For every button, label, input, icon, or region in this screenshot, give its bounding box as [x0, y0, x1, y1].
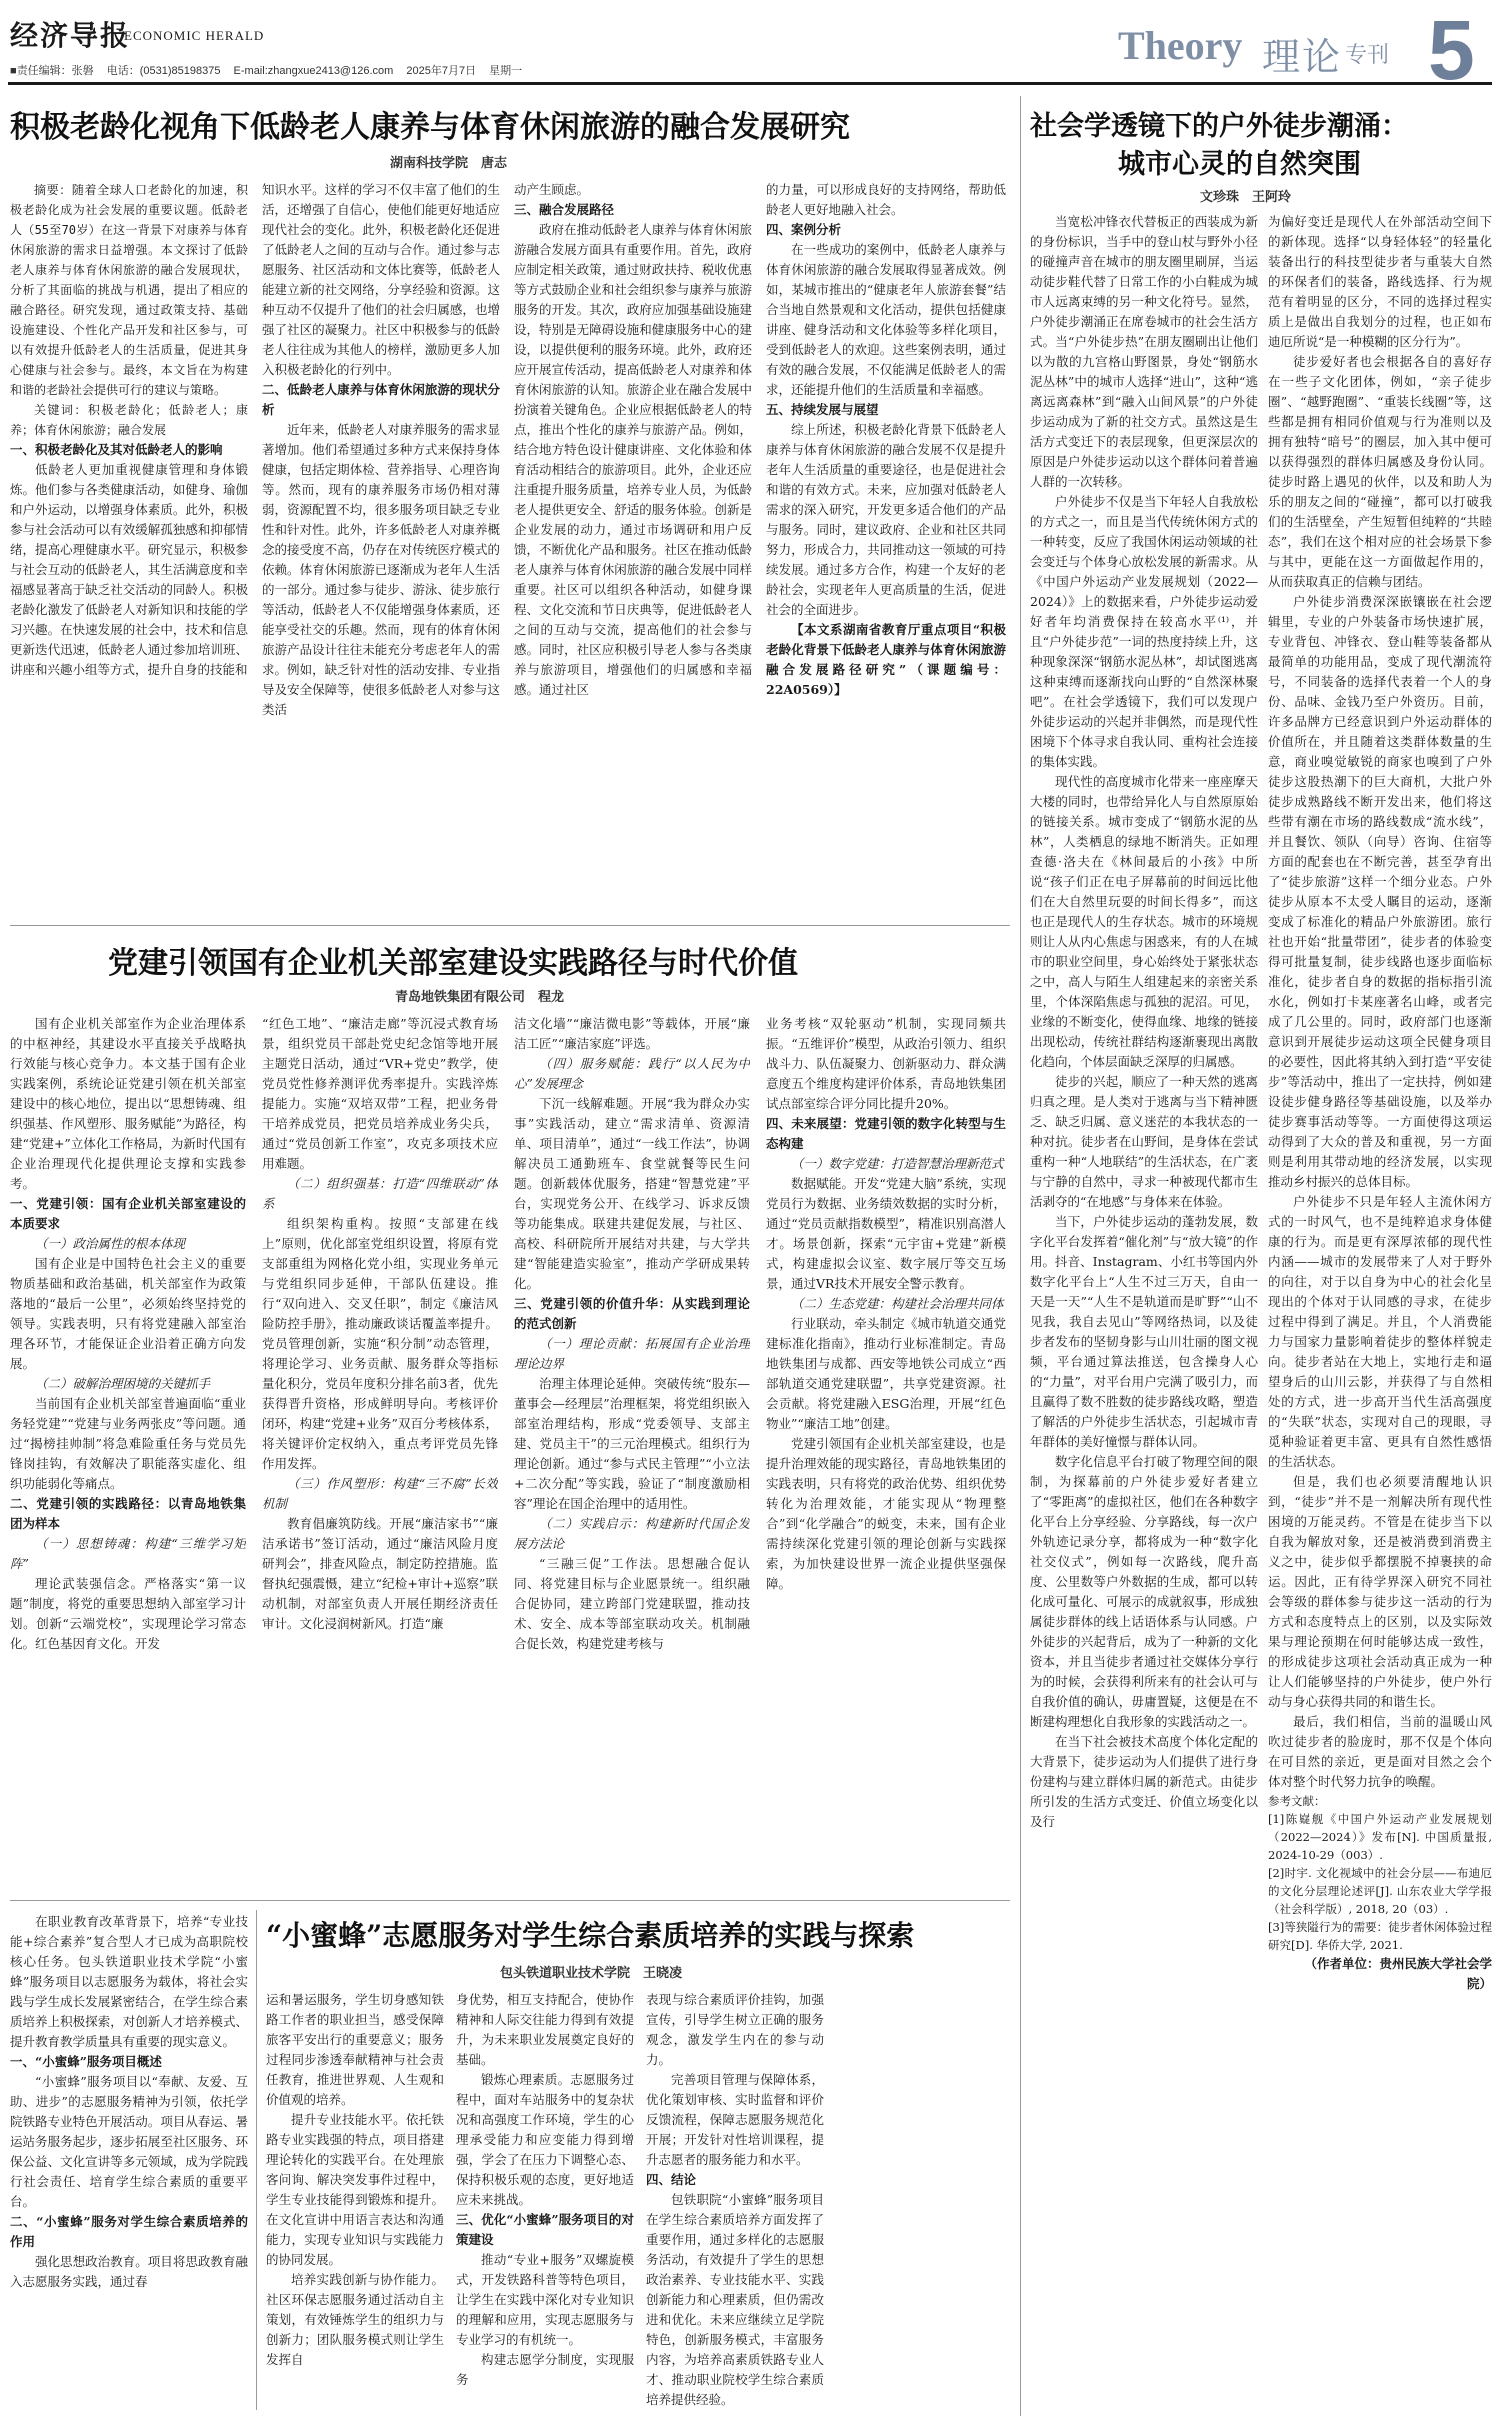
body-paragraph: “三融三促”工作法。思想融合促认同、将党建目标与企业愿景统一。组织融合促协同，建立跨部门党建联盟，推动技术、安全、成本等部室联动攻关。机制融合促长效，构建党建考核与 [514, 1556, 750, 1651]
body-paragraph: 治理主体理论延伸。突破传统“股东—董事会—经理层”治理框架，将党组织嵌入部室治理结构，形成“党委领导、支部主建、党员主干”的三元治理模式。组织行为理论创新。通过“参与式民主管理”“小立法+二次分配”等实践，验证了“制度激励相容”理论在国企治理中的适用性。 [514, 1376, 750, 1511]
info-bar [10, 62, 532, 78]
section-heading: 二、低龄老人康养与体育休闲旅游的现状分析 [262, 382, 500, 417]
masthead [0, 0, 1500, 97]
section-name-english: Theory [1118, 23, 1243, 68]
continued-paragraph: 为偏好变迁是现代人在外部活动空间下的新体现。选择“以身轻体轻”的轻量化装备出行的科技型徒步者与重装大自然的环保者们的装备，路线选择、行为规范有着明显的区分，不同的选择过程实质上是做出自我划分的过程，也正如布迪厄所说“是一种模糊的区分行为”。 [1268, 214, 1492, 349]
keywords-text: 关键词：积极老龄化；低龄老人；康养；体育休闲旅游；融合发展 [10, 403, 248, 437]
article1-column-1 [10, 180, 248, 920]
masthead-rule [8, 82, 1492, 85]
subsection-heading: （一）政治属性的根本体现 [35, 1236, 186, 1251]
article1-byline: 湖南科技学院 唐志 [390, 156, 508, 171]
article3-column-2 [262, 1014, 498, 1894]
body-paragraph: 数字化信息平台打破了物理空间的限制，为探幕前的户外徒步爱好者建立了“零距离”的虚拟社区，他们在各种数字化平台上分享经验、分享路线，每一次户外轨迹记录分享，都将成为一种“数字化社交仪式”，例如每一次路线，爬升高度、公里数等户外数据的生成，都可以转化成可量化、可展示的成就叙事，形成独属徒步群体的线上话语体系与认同感。户外徒步的兴起背后，成为了一种新的文化资本，并且当徒步者通过社交媒体分享行为的时候，会获得利所来有的社会认可与自我价值的确认，毋庸置疑，这便是在不断建构理想化自我形象的实践活动之一。 [1030, 1454, 1258, 1729]
newspaper-name: 经济导报 [10, 19, 131, 52]
article2-column-1 [1030, 212, 1258, 2412]
article4-column-0 [10, 1912, 248, 2412]
continued-paragraph: 知识水平。这样的学习不仅丰富了他们的生活，还增强了自信心，使他们能更好地适应现代社会的变化。此外，积极老龄化还促进了低龄老人之间的互动与合作。通过参与志愿服务、社区活动和文体比赛等，低龄老人能建立新的社交网络，分享经验和资源。这种互动不仅提升了他们的社会归属感，也增强了社区的凝聚力。社区中积极参与的低龄老人往往成为其他人的榜样，激励更多人加入积极老龄化的行列中。 [262, 182, 500, 377]
body-paragraph: 锻炼心理素质。志愿服务过程中，面对车站服务中的复杂状况和高强度工作环境，学生的心理承受能力和应变能力得到增强，学会了在压力下调整心态、保持积极乐观的态度，更好地适应未来挑战。 [456, 2072, 634, 2207]
section-heading: 一、积极老龄化及其对低龄老人的影响 [10, 442, 223, 457]
reference-line: 参考文献： [1268, 1794, 1326, 1808]
subsection-heading: （三）作风塑形：构建“三不腐”长效机制 [262, 1476, 498, 1511]
section-rule-1 [10, 925, 1010, 926]
subsection-heading: （二）组织强基：打造“四维联动”体系 [262, 1176, 498, 1211]
body-paragraph: 综上所述，积极老龄化背景下低龄老人康养与体育休闲旅游的融合发展不仅是提升老年人生活质量的重要途径，也是促进社会和谐的有效方式。未来，应加强对低龄老人需求的深入研究，开发更多适合他们的产品与服务。同时，建议政府、企业和社区共同努力，形成合力，共同推动这一领域的可持续发展。通过多方合作，构建一个友好的老龄社会，实现老年人更高质量的生活，促进社会的全面进步。 [766, 422, 1006, 617]
body-paragraph: 构建志愿学分制度，实现服务 [456, 2352, 634, 2387]
section-heading: 二、“小蜜蜂”服务对学生综合素质培养的作用 [10, 2214, 248, 2249]
section-heading: 五、持续发展与展望 [766, 402, 879, 417]
article3-column-3 [514, 1014, 750, 1894]
article3-title: 党建引领国有企业机关部室建设实践路径与时代价值 [108, 946, 798, 981]
body-paragraph: 徒步的兴起，顺应了一种天然的逃离归真之理。是人类对于逃离与当下精神匮乏、缺乏归属、意义迷茫的本我状态的一种对抗。徒步者在山野间，是身体在尝试重构一种“人地联结”的生活状态，在广袤与宁静的自然中，寻求一种被现代都市生活剥夺的“在地感”与身体来在体验。 [1030, 1074, 1258, 1209]
body-paragraph: 提升专业技能水平。依托铁路专业实践强的特点，项目搭建理论转化的实践平台。在处理旅客问询、解决突发事件过程中，学生专业技能得到锻炼和提升。在文化宣讲中用语言表达和沟通能力，实现专业知识与实践能力的协同发展。 [266, 2112, 444, 2267]
body-paragraph: 在职业教育改革背景下，培养“专业技能+综合素养”复合型人才已成为高职院校核心任务。包头铁道职业技术学院“小蜜蜂”服务项目以志愿服务为载体，将社会实践与学生成长发展紧密结合，在学生综合素质培养上积极探索，对创新人才培养模式、提升教育教学质量具有重要的现实意义。 [10, 1914, 248, 2049]
section-heading: 四、未来展望：党建引领的数字化转型与生态构建 [766, 1116, 1006, 1151]
body-paragraph: 国有企业机关部室作为企业治理体系的中枢神经，其建设水平直接关乎战略执行效能与核心竞争力。本文基于国有企业实践案例，系统论证党建引领在机关部室建设中的核心地位，提出以“思想铸魂、组织强基、作风塑形、服务赋能”为路径，构建“党建+”立体化工作格局，为新时代国有企业治理现代化提供理论支撑和实践参考。 [10, 1016, 246, 1191]
article1-column-4 [766, 180, 1006, 920]
reference-line: [1]陈嶷舰《中国户外运动产业发展规划（2022—2024）》发布[N]. 中国质量报, 2024-10-29（003）. [1268, 1812, 1492, 1862]
body-paragraph: 当宽松冲锋衣代替板正的西装成为新的身份标识，当手中的登山杖与野外小径的碰撞声音在城市的朋友圈里刷屏，当运动徒步鞋代替了日常工作的小白鞋成为城市人远离束缚的另一种文化符号。显然，户外徒步潮涌正在席卷城市的社会生活方式。当“户外徒步热”在朋友圈刷出让他们以为散的九宫格山野图景，身处“钢筋水泥丛林”中的城市人选择“进山”，这种“逃离远离森林”到“融入山间风景”的户外徒步运动成为了新的社交方式。虽然这是生活方式变迁下的表层现象，但更深层次的原因是户外徒步运动以这个群体问着普遍人群的一次转移。 [1030, 214, 1258, 489]
continued-paragraph: 洁文化墙”“廉洁微电影”等载体，开展“廉洁工匠”“廉洁家庭”评选。 [514, 1016, 750, 1051]
body-paragraph: 但是，我们也必须要清醒地认识到，“徒步”并不是一剂解决所有现代性困境的万能灵药。不管是在徒步当下以自我为解放对象，还是被消费到消费主义之中，徒步似乎都摆脱不掉裹挟的命运。因此，正有待学界深入研究不同社会等级的群体参与徒步这一活动的行为方式和态度特点上的区别，以及实际效果与理论预期在何时能够达成一致性，的形成徒步这项社会活动真正成为一种让人们能够坚持的户外徒步，使户外行动与身心获得共同的和谐生长。 [1268, 1474, 1492, 1709]
continued-paragraph: 动产生顾虑。 [514, 182, 590, 197]
column-divider [1020, 96, 1021, 2416]
subsection-heading: （一）数字党建：打造智慧治理新范式 [791, 1156, 1004, 1171]
body-paragraph: 国有企业是中国特色社会主义的重要物质基础和政治基础，机关部室作为政策落地的“最后一公里”，必须始终坚持党的领导。实践表明，只有将党建融入部室治理各环节，才能保证企业沿着正确方向发展。 [10, 1256, 246, 1371]
body-paragraph: 教育倡廉筑防线。开展“廉洁家书”“廉洁承诺书”签订活动，通过“廉洁风险月度研判会”，排查风险点，制定防控措施。监督执纪强震慑，建立“纪检+审计+巡察”联动机制，对部室负责人开展任期经济责任审计。文化浸润树新风。打造“廉 [262, 1516, 498, 1631]
section-heading: 二、党建引领的实践路径：以青岛地铁集团为样本 [10, 1496, 246, 1531]
subsection-heading: （二）生态党建：构建社会治理共同体 [791, 1296, 1004, 1311]
section-heading: 四、结论 [646, 2172, 697, 2187]
article4-title: “小蜜蜂”志愿服务对学生综合素质培养的实践与探索 [266, 1919, 915, 1952]
newspaper-name-english: ECONOMIC HERALD [124, 28, 265, 43]
abstract-text: 摘要：随着全球人口老龄化的加速，积极老龄化成为社会发展的重要议题。低龄老人（55至70岁）在这一背景下对康养与体育休闲旅游的需求日益增强。本文探讨了低龄老人康养与体育休闲旅游的融合发展现状，分析了其面临的挑战与机遇，提出了相应的融合路径。研究发现，通过政策支持、基础设施建设、个性化产品开发和社区参与，可以有效提升低龄老人的生活质量，促进其身心健康与社会参与。最终，本文旨在为构建和谐的老龄社会提供可行的建议与策略。 [10, 183, 248, 397]
body-paragraph: 低龄老人更加重视健康管理和身体锻炼。他们参与各类健康活动，如健身、瑜伽和户外运动，以增强身体素质。此外，积极参与社会活动可以有效缓解孤独感和抑郁情绪，提高心理健康水平。研究显示，积极参与社会互动的低龄老人，其生活满意度和幸福感显著高于缺乏社交活动的同龄人。积极老龄化激发了低龄老人对新知识和技能的学习兴趣。在快速发展的社会中，技术和信息更新迭代迅速，低龄老人通过参加培训班、讲座和兴趣小组等方式，提升自身的技能和 [10, 462, 248, 677]
date-text: 2025年7月7日 [406, 65, 477, 77]
body-paragraph: 行业联动，牵头制定《城市轨道交通党建标准化指南》，推动行业标准制定。青岛地铁集团与成都、西安等地铁公司成立“西部轨道交通党建联盟”，共享党建资源。社会贡献。将党建融入ESG治理，开展“红色物业”“廉洁工地”创建。 [766, 1316, 1006, 1431]
article4-column-2 [456, 1990, 634, 2410]
section-heading: 一、党建引领：国有企业机关部室建设的本质要求 [10, 1196, 246, 1231]
article2-column-2 [1268, 212, 1492, 2412]
article2-byline: 文珍珠 王阿玲 [1200, 190, 1292, 205]
article1-title: 积极老龄化视角下低龄老人康养与体育休闲旅游的融合发展研究 [10, 110, 850, 145]
article4-column-1 [266, 1990, 444, 2410]
body-paragraph: “小蜜蜂”服务项目以“奉献、友爱、互助、进步”的志愿服务精神为引领，依托学院铁路专业特色开展活动。项目从春运、暑运站务服务起步，逐步拓展至社区服务、环保公益、文化宣讲等多元领域，成为学院践行社会责任、培育学生综合素质的重要平台。 [10, 2074, 248, 2209]
continued-paragraph: 运和暑运服务，学生切身感知铁路工作者的职业担当，感受保障旅客平安出行的重要意义；服务过程同步渗透奉献精神与社会责任教育，推进世界观、人生观和价值观的培养。 [266, 1992, 444, 2107]
body-paragraph: 户外徒步消费深深嵌镶嵌在社会逻辑里，专业的户外装备市场快速扩展，专业背包、冲锋衣、登山鞋等装备都从最简单的功能用品，变成了现代潮流符号，不同装备的选择代表着一个人的身份、品味、金钱乃至户外资历。目前，许多品牌方已经意识到户外运动群体的价值所在，并且随着这类群体数量的生意，商业嗅觉敏锐的商家也嗅到了户外徒步这股热潮下的巨大商机，大批户外徒步成熟路线不断开发出来，他们将这些带有潮在市场的路线数成“流水线”，并且餐饮、领队（向导）咨询、住宿等方面的配套也在不断完善，甚至孕育出了“徒步旅游”这样一个细分业态。户外徒步从原本不太受人瞩目的运动，逐渐变成了标准化的精品户外旅游团。旅行社也开始“批量带团”，徒步者的体验变得可批量复制，徒步线路也逐步面临标准化，徒步者自身的数据的指标指引流水化，例如打卡某座著名山峰，或者完成了几公里的。同时，政府部门也逐渐意识到开展徒步运动这项全民健身项目的必要性，因此将其纳入到打造“平安徒步”等活动中，推出了一定扶持，例如建设徒步健身路径等基础设施，以及举办徒步赛事活动等等。一方面使得这项运动得到了大众的普及和重视，另一方面则是利用其带动地的经济发展，以实现推动乡村振兴的总体目标。 [1268, 594, 1492, 1189]
funding-note: 【本文系湖南省教育厅重点项目“积极老龄化背景下低龄老人康养与体育休闲旅游融合发展路径研究”（课题编号：22A0569）】 [766, 622, 1006, 697]
article2-title-line2: 城市心灵的自然突围 [1118, 149, 1361, 180]
body-paragraph: 最后，我们相信，当前的温暖山风吹过徒步者的脸庞时，那不仅是个体向在可目然的亲近，更是面对目然之会个体对整个时代努力抗争的唤醒。 [1268, 1714, 1492, 1789]
article1-column-3 [514, 180, 752, 920]
email-text: E-mail:zhangxue2413@126.com [233, 65, 394, 77]
weekday-text: 星期一 [489, 65, 523, 77]
page-number: 5 [1428, 3, 1475, 97]
body-paragraph: 政府在推动低龄老人康养与体育休闲旅游融合发展方面具有重要作用。首先，政府应制定相关政策，通过财政扶持、税收优惠等方式鼓励企业和社会组织参与康养与旅游服务的开发。其次，政府应加强基础设施建设，特别是无障碍设施和健康服务中心的建设，以提供便利的服务环境。此外，政府还应开展宣传活动，提高低龄老人对康养和体育休闲旅游的认知。旅游企业在融合发展中扮演着关键角色。企业应根据低龄老人的特点，推出个性化的康养与旅游产品。例如，结合地方特色设计健康讲座、文化体验和体育活动相结合的旅游项目。此外，企业还应注重提升服务质量，培养专业人员，为低龄老人提供更安全、舒适的服务体验。创新是企业发展的动力，通过市场调研和用户反馈，不断优化产品和服务。社区在推动低龄老人康养与体育休闲旅游的融合发展中同样重要。社区可以组织各种活动，如健身课程、文化交流和节日庆典等，促进低龄老人之间的互动与交流，提高他们的社会参与感。同时，社区应积极引导老人参与各类康养与旅游项目，增强他们的归属感和幸福感。通过社区 [514, 222, 752, 697]
article3-column-4 [766, 1014, 1006, 1894]
body-paragraph: 近年来，低龄老人对康养服务的需求显著增加。他们希望通过多种方式来保持身体健康，包括定期体检、营养指导、心理咨询等。然而，现有的康养服务市场仍相对薄弱，资源配置不均，很多服务项目缺乏专业性和针对性。此外，许多低龄老人对康养概念的接受度不高，仍存在对传统医疗模式的依赖。体育休闲旅游已逐渐成为老年人生活的一部分。通过参与徒步、游泳、徒步旅行等活动，低龄老人不仅能增强身体素质，还能享受社交的乐趣。然而，现有的体育休闲旅游产品设计往往未能充分考虑老年人的需求。例如，缺乏针对性的活动安排、专业指导及安全保障等，使很多低龄老人对参与这类活 [262, 422, 500, 717]
body-paragraph: 数据赋能。开发“党建大脑”系统，实现党员行为数据、业务绩效数据的实时分析，通过“党员贡献指数模型”，精准识别高潜人才。场景创新，探索“元宇宙+党建”新模式，构建虚拟会议室、数字展厅等交互场景，通过VR技术开展安全警示教育。 [766, 1176, 1006, 1291]
body-paragraph: 理论武装强信念。严格落实“第一议题”制度，将党的重要思想纳入部室学习计划。创新“云端党校”，实现理论学习常态化。红色基因育文化。开发 [10, 1576, 246, 1651]
body-paragraph: 户外徒步不仅是当下年轻人自我放松的方式之一，而且是当代传统休闲方式的一种转变，反应了我国休闲运动领域的社会变迁与个体身心放松发展的新需求。从《中国户外运动产业发展规划（2022—2024）》上的数据来看，户外徒步运动爱好者年均消费保持在较高水平⁽¹⁾，并且“户外徒步范”一词的热度持续上升，这种现象深深“钢筋水泥丛林”，却试图逃离这种束缚而逐渐找向山野的“自然深林聚吧”。在社会学透镜下，我们可以发现户外徒步运动的兴起并非偶然，而是现代性困境下个体寻求自我认同、重构社会连接的集体实践。 [1030, 494, 1258, 769]
article1-column-2 [262, 180, 500, 920]
body-paragraph: 推动“专业+服务”双螺旋模式，开发铁路科普等特色项目，让学生在实践中深化对专业知识的理解和应用，实现志愿服务与专业学习的有机统一。 [456, 2252, 634, 2347]
subsection-heading: （二）实践启示：构建新时代国企发展方法论 [514, 1516, 750, 1551]
body-paragraph: 完善项目管理与保障体系，优化策划审核、实时监督和评价反馈流程，保障志愿服务规范化开展；开发针对性培训课程，提升志愿者的服务能力和水平。 [646, 2072, 824, 2167]
section-name: 理论 [1262, 35, 1343, 79]
body-paragraph: 组织架构重构。按照“支部建在线上”原则，优化部室党组织设置，将原有党支部重组为网格化党小组，实现业务单元与党组织同步延伸，干部队伍建设。推行“双向进入、交叉任职”，制定《廉洁风险防控手册》，推动廉政谈话覆盖率提升。党员管理创新，实施“积分制”动态管理，将理论学习、业务贡献、服务群众等指标量化积分，党员年度积分排名前3者，优先获得晋升资格，形成鲜明导向。考核评价闭环，构建“党建+业务”双百分考核体系，将关键评价定权纳入，重点考评党员先锋作用发挥。 [262, 1216, 498, 1471]
subsection-heading: （四）服务赋能：践行“以人民为中心”发展理念 [514, 1056, 750, 1091]
body-paragraph: 当下，户外徒步运动的蓬勃发展，数字化平台发挥着“催化剂”与“放大镜”的作用。抖音、Instagram、小红书等国内外数字化平台上“人生不过三万天，自由一天是一天”“人生不是轨道而是旷野”“山不见我，我自去见山”等网络热词，以及徒步者发布的坚韧身影与山川壮丽的图文视频，平台通过算法推送，包含操身人心的“力量”，对平台用户完满了吸引力，而且赢得了数不胜数的徒步路线攻略，塑造了解活的户外徒步生活状态，引起城市青年群体的美好憧憬与群体认同。 [1030, 1214, 1258, 1449]
body-paragraph: 徒步爱好者也会根据各自的喜好存在一些子文化团体，例如，“亲子徒步圈”、“越野跑圈”、“重装长线圈”等，这些都是拥有相同价值观与行为准则以及拥有独特“暗号”的圈层，加入其中便可以获得强烈的群体归属感及身份认同。徒步时路上遇见的伙伴，以及和助人为乐的朋友之间的“碰撞”，都可以打破我们的生活壁垒，产生短暂但纯粹的“共睦态”，我们在这个相对应的社会场景下参与其中，更能在这一方面做起作用的，从而获取真正的信赖与团结。 [1268, 354, 1492, 589]
article3-byline: 青岛地铁集团有限公司 程龙 [395, 990, 565, 1005]
body-paragraph: 包铁职院“小蜜蜂”服务项目在学生综合素质培养方面发挥了重要作用，通过多样化的志愿服务活动，有效提升了学生的思想政治素养、专业技能水平、实践创新能力和心理素质，但仍需改进和优化。未来应继续立足学院特色，创新服务模式，丰富服务内容，为培养高素质铁路专业人才、推动职业院校学生综合素质培养提供经验。 [646, 2192, 824, 2407]
body-paragraph: 强化思想政治教育。项目将思政教育融入志愿服务实践，通过春 [10, 2254, 248, 2289]
editor-text: ■责任编辑：张磐 [10, 65, 94, 77]
section-heading: 三、优化“小蜜蜂”服务项目的对策建设 [456, 2212, 634, 2247]
article4-byline: 包头铁道职业技术学院 王晓凌 [500, 1966, 683, 1981]
body-paragraph: 现代性的高度城市化带来一座座摩天大楼的同时，也带给异化人与自然原原始的链接关系。城市变成了“钢筋水泥的丛林”，人类栖息的绿地不断消失。正如理查德·洛夫在《林间最后的小孩》中所说“孩子们正在电子屏幕前的时间远比他们在大自然里玩耍的时间长得多”，而这也正是现代人的生存状态。城市的环境规则让人从内心焦虑与困惑来，有的人在城市的职业空间里，身心始终处于紧张状态之中，高人与陌生人组建起来的亲密关系里，个体深陷焦虑与孤独的泥沼。可见，业缘的不断变化，使得血缘、地缘的链接出现松动，传统社群结构逐渐裹现出离散化趋向，个体层面缺乏深厚的归属感。 [1030, 774, 1258, 1069]
section-heading: 一、“小蜜蜂”服务项目概述 [10, 2054, 162, 2069]
reference-line: [3]等狭隘行为的需要：徒步者休闲体验过程研究[D]. 华侨大学, 2021. [1268, 1920, 1492, 1952]
section-heading: 四、案例分析 [766, 222, 842, 237]
section-rule-2 [10, 1900, 1010, 1901]
body-paragraph: 党建引领国有企业机关部室建设，也是提升治理效能的现实路径，青岛地铁集团的实践表明，只有将党的政治优势、组织优势转化为治理效能，才能实现从“物理整合”到“化学融合”的蜕变，未来，国有企业需持续深化党建引领的理论创新与实践探索，为加快建设世界一流企业提供坚强保障。 [766, 1436, 1006, 1591]
article3-column-1 [10, 1014, 246, 1894]
article2-title: 社会学透镜下的户外徒步潮涌： [1030, 111, 1408, 142]
section-subname: 专刊 [1345, 43, 1390, 68]
article4-divider [256, 1910, 257, 2410]
section-heading: 三、融合发展路径 [514, 202, 615, 217]
author-affiliation: （作者单位：贵州民族大学社会学院） [1304, 1956, 1492, 1991]
subsection-heading: （一）思想铸魂：构建“三维学习矩阵” [10, 1536, 246, 1571]
section-heading: 三、党建引领的价值升华：从实践到理论的范式创新 [514, 1296, 750, 1331]
phone-text: 电话：(0531)85198375 [106, 65, 221, 77]
body-paragraph: 下沉一线解难题。开展“我为群众办实事”实践活动，建立“需求清单、资源清单、项目清单”，通过“一线工作法”，协调解决员工通勤班车、食堂就餐等民生问题。创新载体优服务，搭建“智慧党建”平台，实现党务公开、在线学习、诉求反馈等功能集成。联建共建促发展，与社区、高校、科研院所开展结对共建，与大学共建“智能建造实验室”，推动产学研成果转化。 [514, 1096, 750, 1291]
continued-paragraph: 身优势，相互支持配合，使协作精神和人际交往能力得到有效提升，为未来职业发展奠定良好的基础。 [456, 1992, 634, 2067]
continued-paragraph: 的力量，可以形成良好的支持网络，帮助低龄老人更好地融入社会。 [766, 182, 1006, 217]
continued-paragraph: 业务考核“双轮驱动”机制，实现同频共振。“五维评价”模型，从政治引领力、组织战斗力、队伍凝聚力、创新驱动力、群众满意度五个维度构建评价体系，青岛地铁集团试点部室综合评分同比提升20%。 [766, 1016, 1006, 1111]
body-paragraph: 在当下社会被技术高度个体化定配的大背景下，徒步运动为人们提供了进行身份建构与建立群体归属的新范式。由徒步所引发的生活方式变迁、价值立场变化以及行 [1030, 1734, 1258, 1829]
body-paragraph: 当前国有企业机关部室普遍面临“重业务轻党建”“党建与业务两张皮”等问题。通过“揭榜挂帅制”将急难险重任务与党员先锋岗挂钩，有效解决了职能落实虚化、组织功能弱化等痛点。 [10, 1396, 246, 1491]
continued-paragraph: 表现与综合素质评价挂钩，加强宣传，引导学生树立正确的服务观念，激发学生内在的参与动力。 [646, 1992, 824, 2067]
reference-line: [2]时宇. 文化视域中的社会分层——布迪厄的文化分层理论述评[J]. 山东农业大学学报（社会科学版）, 2018, 20（03）. [1268, 1866, 1492, 1916]
body-paragraph: 培养实践创新与协作能力。社区环保志愿服务通过活动自主策划，有效锤炼学生的组织力与创新力；团队服务模式则让学生发挥自 [266, 2272, 444, 2367]
subsection-heading: （二）破解治理困境的关键抓手 [35, 1376, 211, 1391]
body-paragraph: 在一些成功的案例中，低龄老人康养与体育休闲旅游的融合发展取得显著成效。例如，某城市推出的“健康老年人旅游套餐”结合当地自然景观和文化活动，提供包括健康讲座、健身活动和文化体验等多样化项目，受到低龄老人的欢迎。这些案例表明，通过有效的融合发展，不仅能满足低龄老人的需求，还能提升他们的生活质量和幸福感。 [766, 242, 1006, 397]
continued-paragraph: “红色工地”、“廉洁走廊”等沉浸式教育场景，组织党员干部赴党史纪念馆等地开展主题党日活动，通过“VR+党史”教学，使党员党性修养测评优秀率提升。实践淬炼提能力。实施“双培双带”工程，把业务骨干培养成党员，把党员培养成业务尖兵，通过“党员创新工作室”，攻克多项技术应用难题。 [262, 1016, 498, 1171]
body-paragraph: 户外徒步不只是年轻人主流休闲方式的一时风气，也不是纯粹追求身体健康的行为。而是更有深厚浓郁的现代性内涵——城市的发展带来了人对于野外的向往，对于以自身为中心的社会化呈现出的个体对于认同感的寻求，在徒步过程中得到了满足。并且，个人消费能力与国家力量影响着徒步的整体样貌走向。徒步者站在大地上，实地行走和逼望身后的山川云影，并获得了与自然相处的方式，进一步高开当代生活高强度的“失联”状态，实现对自己的现眼，寻觅种验证着更丰富、更具有自然性感悟的生活状态。 [1268, 1194, 1492, 1469]
subsection-heading: （一）理论贡献：拓展国有企业治理理论边界 [514, 1336, 750, 1371]
article4-column-3 [646, 1990, 824, 2410]
